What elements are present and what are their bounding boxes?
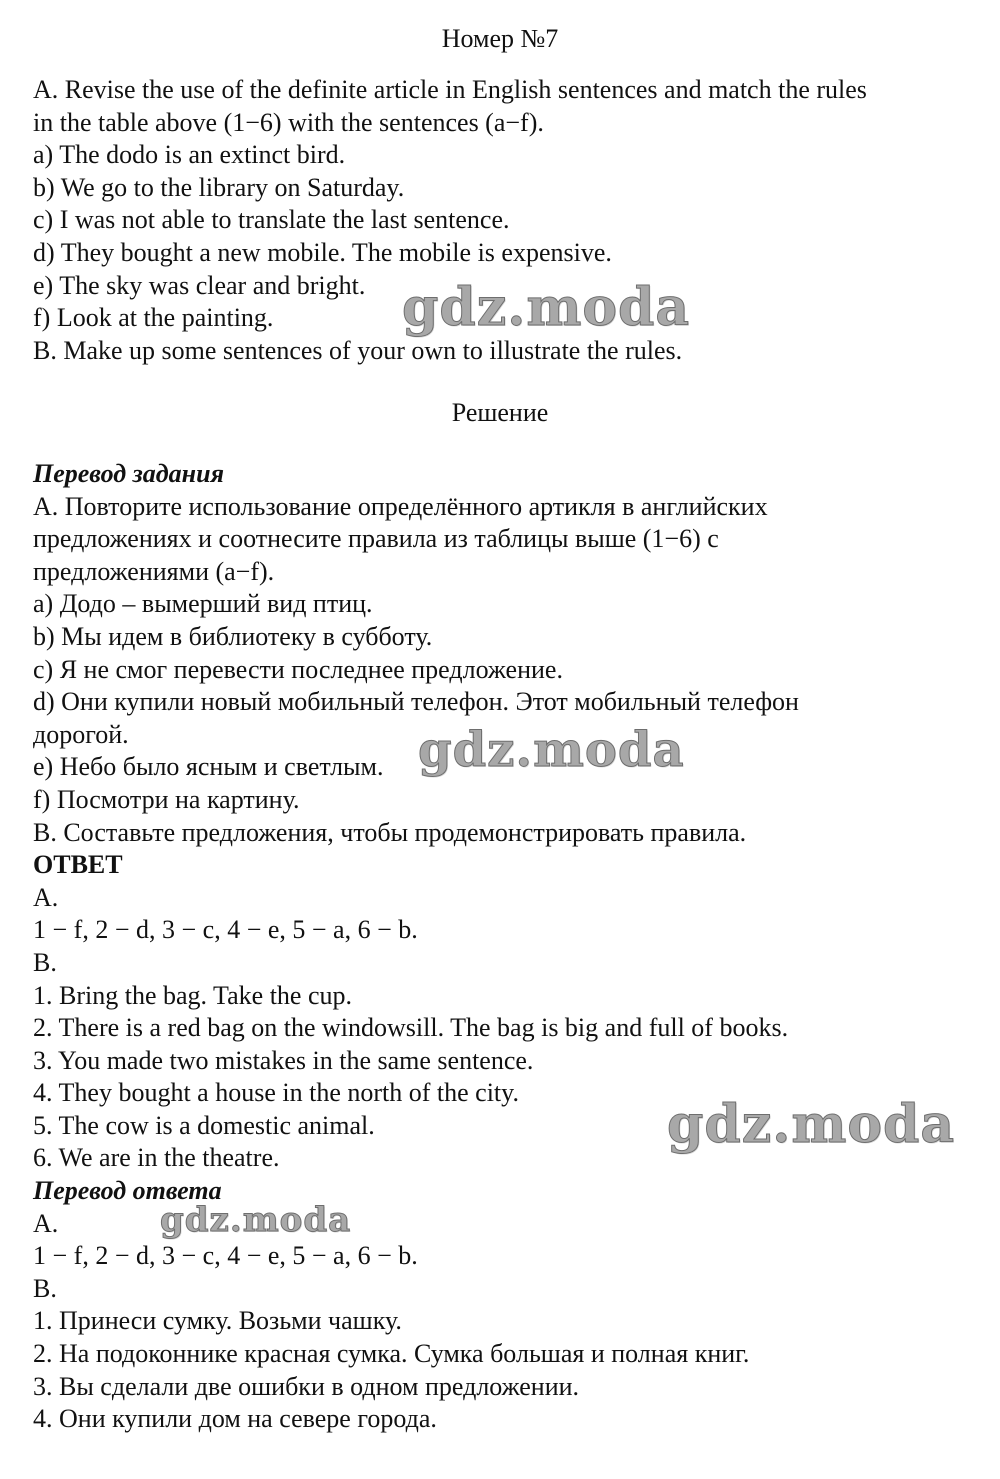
answer-translation-line: 2. На подоконнике красная сумка. Сумка большая и полная книг. [33, 1339, 750, 1369]
watermark-logo: gdz.moda [418, 722, 685, 778]
translation-line: b) Мы идем в библиотеку в субботу. [33, 621, 433, 651]
answer-heading: ОТВЕТ [33, 850, 123, 880]
answer-line: 5. The cow is a domestic animal. [33, 1110, 375, 1140]
translation-line: e) Небо было ясным и светлым. [33, 752, 384, 782]
answer-line: 1. Bring the bag. Take the cup. [33, 980, 353, 1010]
answer-translation-heading: Перевод ответа [33, 1176, 222, 1206]
watermark-logo: gdz.moda [667, 1094, 956, 1155]
task-line: a) The dodo is an extinct bird. [33, 140, 346, 170]
translation-line: c) Я не смог перевести последнее предложение. [33, 654, 563, 684]
answer-translation-line: A. [33, 1208, 59, 1238]
translation-heading: Перевод задания [33, 459, 224, 488]
task-line: b) We go to the library on Saturday. [33, 172, 405, 202]
answer-translation-line: B. [33, 1273, 57, 1303]
answer-translation-line: 1. Принеси сумку. Возьми чашку. [33, 1306, 402, 1336]
task-line: in the table above (1−6) with the sentences (a−f). [33, 107, 544, 137]
task-line: e) The sky was clear and bright. [33, 270, 366, 300]
answer-translation-line: 3. Вы сделали две ошибки в одном предложении. [33, 1371, 580, 1401]
task-line: B. Make up some sentences of your own to illustrate the rules. [33, 335, 683, 365]
answer-translation-line: 4. Они купили дом на севере города. [33, 1404, 437, 1434]
answer-line: B. [33, 947, 57, 977]
page-title: Номер №7 [441, 24, 559, 53]
translation-line: B. Составьте предложения, чтобы продемонстрировать правила. [33, 817, 747, 847]
translation-line: A. Повторите использование определённого артикля в английских [33, 491, 768, 521]
task-line: f) Look at the painting. [33, 303, 274, 333]
translation-line: предложениями (a−f). [33, 556, 275, 586]
solution-heading: Решение [451, 398, 549, 427]
answer-translation-line: 1 − f, 2 − d, 3 − c, 4 − e, 5 − a, 6 − b. [33, 1241, 418, 1271]
task-line: d) They bought a new mobile. The mobile is expensive. [33, 237, 612, 267]
answer-line: 6. We are in the theatre. [33, 1143, 280, 1173]
answer-line: 1 − f, 2 − d, 3 − c, 4 − e, 5 − a, 6 − b. [33, 915, 418, 945]
task-line: c) I was not able to translate the last sentence. [33, 205, 510, 235]
solution-text [33, 458, 973, 1436]
answer-line: A. [33, 882, 59, 912]
watermark-logo: gdz.moda [402, 277, 691, 338]
translation-line: предложениях и соотнесите правила из таблицы выше (1−6) с [33, 524, 719, 554]
translation-line: d) Они купили новый мобильный телефон. Этот мобильный телефон [33, 687, 799, 717]
translation-line: a) Додо – вымерший вид птиц. [33, 589, 373, 619]
answer-line: 3. You made two mistakes in the same sentence. [33, 1045, 534, 1075]
translation-line: дорогой. [33, 719, 129, 749]
task-line: A. Revise the use of the definite article in English sentences and match the rules [33, 75, 867, 104]
answer-line: 4. They bought a house in the north of the city. [33, 1078, 519, 1108]
answer-line: 2. There is a red bag on the windowsill. The bag is big and full of books. [33, 1013, 789, 1043]
watermark-logo: gdz.moda [160, 1200, 352, 1240]
translation-line: f) Посмотри на картину. [33, 784, 300, 814]
